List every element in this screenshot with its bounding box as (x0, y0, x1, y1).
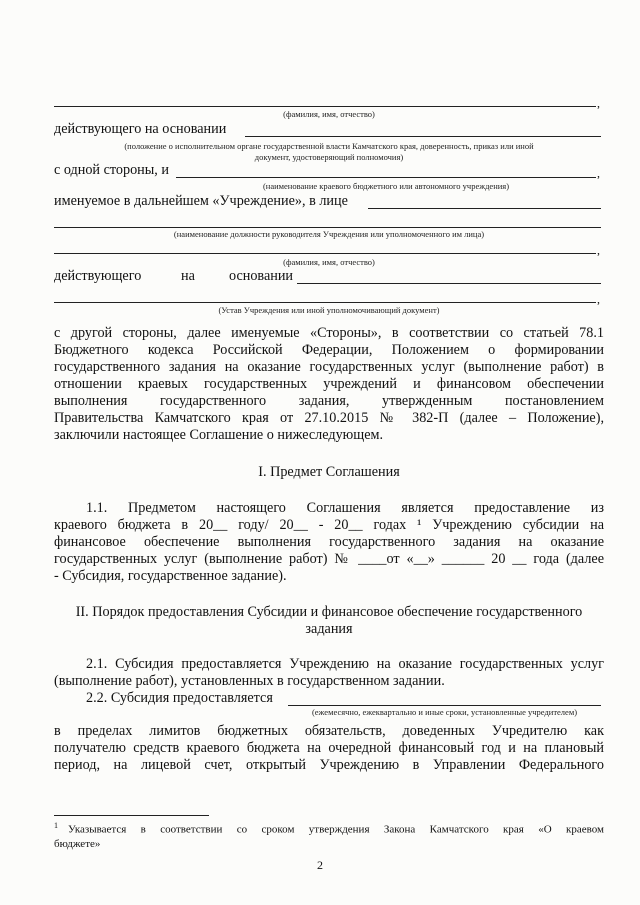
p11-line: краевого бюджета в 20__ году/ 20__ - 20__ годах ¹ Учреждению субсидии на (54, 517, 604, 533)
caption-basis-1: (положение о исполнительном органе государственной власти Камчатского края, доверенность, приказ или иной (124, 141, 534, 151)
person-blank-line (368, 208, 601, 209)
footnote-separator (54, 815, 209, 816)
caption-fio-2: (фамилия, имя, отчество) (283, 257, 375, 267)
footnote-line: Указывается в соответствии со сроком утверждения Закона Камчатского края «О краевом (68, 823, 604, 836)
intro-line: государственного задания на оказание государственных услуг (выполнение работ) в (54, 359, 604, 375)
caption-institution: (наименование краевого бюджетного или автономного учреждения) (262, 181, 510, 191)
paragraph-2-2 (54, 723, 604, 774)
comma: , (597, 96, 600, 110)
acting-word-2: на (181, 268, 195, 284)
fio-blank-line-1 (54, 106, 596, 107)
intro-line: отношении краевых государственных учреждений и финансовом обеспечении (54, 376, 604, 392)
p11-line: государственных услуг (выполнение работ) № ____от «__» ______ 20 __ года (далее (54, 551, 604, 567)
intro-line: Бюджетного кодекса Российской Федерации, Положением о формировании (54, 342, 604, 358)
acting-word-1: действующего (54, 268, 142, 284)
intro-paragraph (54, 325, 604, 444)
p11-line: финансовое обеспечение выполнения государственного задания на оказание (54, 534, 604, 550)
intro-line: заключили настоящее Соглашение о нижеследующем. (54, 427, 384, 443)
acting-word-3: основании (229, 268, 294, 284)
p22-line: получателю средств краевого бюджета на очередной финансовый год и на плановый (54, 740, 604, 756)
p22-line: период, на лицевой счет, открытый Учреждению в Управлении Федерального (54, 757, 604, 773)
page-number: 2 (317, 858, 323, 872)
caption-position: (наименование должности руководителя Учреждения или уполномоченного им лица) (173, 229, 485, 239)
basis-blank-line (245, 136, 601, 137)
comma: , (597, 243, 600, 257)
paragraph-2-2-start: 2.2. Субсидия предоставляется (86, 690, 273, 706)
section-1-title: I. Предмет Соглашения (258, 464, 400, 480)
fio-blank-line-2 (54, 253, 596, 254)
comma: , (597, 292, 600, 306)
section-2-title-line-1: II. Порядок предоставления Субсидии и финансовое обеспечение государственного (75, 604, 583, 620)
paragraph-1-1 (54, 500, 604, 585)
caption-periods: (ежемесячно, ежеквартально и иные сроки, установленные учредителем) (311, 707, 578, 717)
footnote-line-2: бюджете» (54, 837, 101, 850)
charter-blank-line-2 (54, 302, 596, 303)
p11-line: - Субсидия, государственное задание). (54, 568, 287, 584)
paragraph-2-1 (54, 656, 604, 690)
p22-line: в пределах лимитов бюджетных обязательств, доведенных Учредителю как (54, 723, 604, 739)
caption-charter: (Устав Учреждения или иной уполномочивающий документ) (218, 305, 440, 315)
charter-blank-line-1 (297, 283, 601, 284)
footnote (54, 819, 604, 851)
intro-line: с другой стороны, далее именуемые «Стороны», в соответствии со статьей 78.1 (54, 325, 604, 341)
caption-basis-2: документ, удостоверяющий полномочия) (254, 152, 404, 162)
periods-blank-line (288, 705, 601, 706)
section-2-title-line-2: задания (305, 621, 353, 637)
position-blank-line (54, 227, 601, 228)
intro-line: выполнения государственного задания, утвержденным постановлением (54, 393, 604, 409)
footnote-mark: 1 (54, 821, 58, 830)
one-side-label: с одной стороны, и (54, 162, 169, 178)
p11-line: 1.1. Предметом настоящего Соглашения является предоставление из (86, 500, 604, 516)
intro-line: Правительства Камчатского края от 27.10.2015 № 382-П (далее – Положение), (54, 410, 604, 426)
p21-line: (выполнение работ), установленных в государственном задании. (54, 673, 445, 689)
institution-blank-line (176, 177, 596, 178)
p21-line: 2.1. Субсидия предоставляется Учреждению на оказание государственных услуг (86, 656, 604, 672)
caption-fio-1: (фамилия, имя, отчество) (283, 109, 375, 119)
hereinafter-label: именуемое в дальнейшем «Учреждение», в лице (54, 193, 348, 209)
acting-basis-label: действующего на основании (54, 121, 227, 137)
comma: , (597, 166, 600, 180)
